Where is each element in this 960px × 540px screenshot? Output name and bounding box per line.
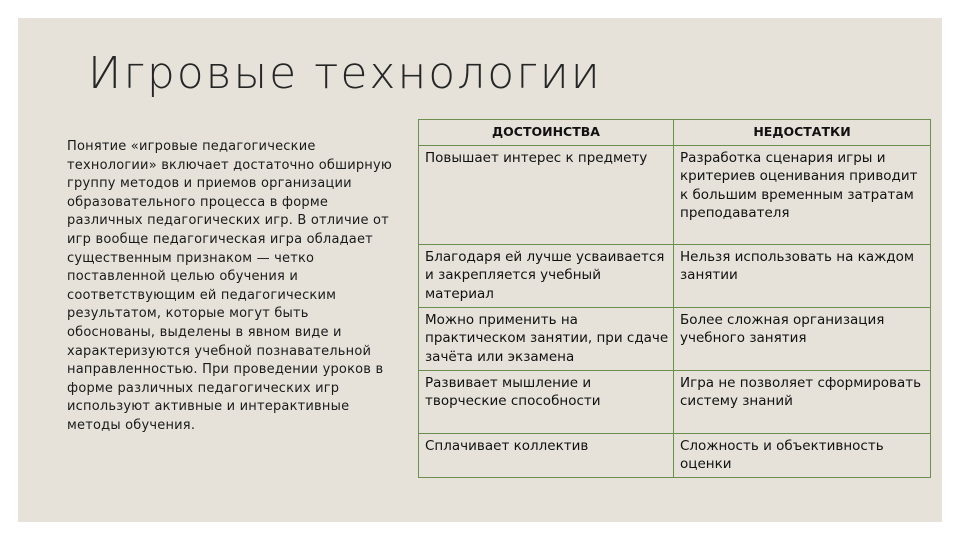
disadvantage-cell: Разработка сценария игры и критериев оценивания приводит к большим временным затратам преподавателя <box>674 145 931 244</box>
table-row <box>419 370 931 433</box>
slide-title: Игровые технологии <box>88 48 602 99</box>
advantage-cell: Благодаря ей лучше усваивается и закрепляется учебный материал <box>419 244 674 307</box>
disadvantage-cell: Нельзя использовать на каждом занятии <box>674 244 931 307</box>
header-disadvantages: НЕДОСТАТКИ <box>674 120 931 146</box>
header-advantages: ДОСТОИНСТВА <box>419 120 674 146</box>
table-header-row <box>419 120 931 146</box>
advantage-cell: Сплачивает коллектив <box>419 433 674 477</box>
table-row <box>419 244 931 307</box>
disadvantage-cell: Игра не позволяет сформировать систему знаний <box>674 370 931 433</box>
slide <box>18 18 942 522</box>
advantage-cell: Можно применить на практическом занятии, при сдаче зачёта или экзамена <box>419 307 674 370</box>
body-paragraph: Понятие «игровые педагогические технологии» включает достаточно обширную группу методов и приемов организации образовательного процесса в форме различных педагогических игр. В отличие от игр вообще педагогическая игра обладает существенным признаком — четко поставленной целью обучения и соответствующим ей педагогическим результатом, которые могут быть обоснованы, выделены в явном виде и характеризуются учебной познавательной направленностью. При проведении уроков в форме различных педагогических игр используют активные и интерактивные методы обучения. <box>67 139 393 433</box>
disadvantage-cell: Сложность и объективность оценки <box>674 433 931 477</box>
advantage-cell: Повышает интерес к предмету <box>419 145 674 244</box>
advantage-cell: Развивает мышление и творческие способности <box>419 370 674 433</box>
table-row <box>419 145 931 244</box>
table-row <box>419 307 931 370</box>
disadvantage-cell: Более сложная организация учебного занятия <box>674 307 931 370</box>
table-row <box>419 433 931 477</box>
comparison-table <box>418 119 931 478</box>
